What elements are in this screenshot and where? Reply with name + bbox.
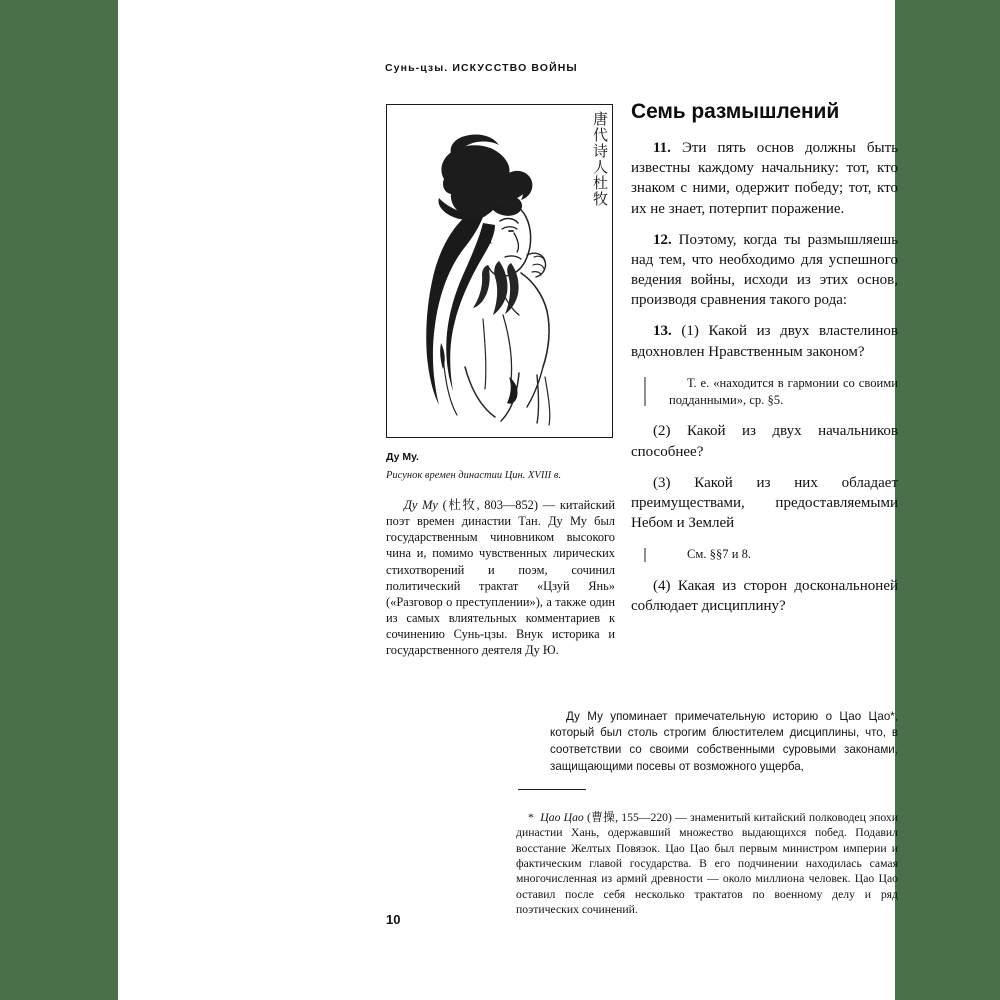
footnote-marker: * — [528, 810, 534, 824]
footnote-separator — [518, 789, 586, 790]
right-column — [631, 100, 898, 628]
left-column — [386, 104, 615, 671]
verse-13-text: (1) Какой из двух властелинов вдохновлен Нравственным законом? — [631, 323, 898, 360]
footnote-text: (曹操, 155—220) — знаменитый китайский полководец эпохи династии Хань, одержавший множество выдающихся побед. Подавил восстание Желтых Повязок. Цао Цао был первым министром империи и фактическим главой государства. В его подчинении находилась самая многочисленная из армий древности — около миллиона человек. Цао Цао оставил после себя несколько трактатов по военному делу и ряд поэтических сочинений. — [516, 810, 898, 917]
verse-item-4: (4) Какая из сторон доскональноней соблюдает дисциплину? — [631, 578, 898, 615]
verse-13 — [631, 321, 898, 361]
footnote — [516, 810, 898, 918]
verse-12 — [631, 230, 898, 311]
book-page — [118, 0, 898, 1000]
wide-commentary-paragraph: Ду Му упоминает примечательную историю о Цао Цао*, который был столь строгим блюстителем дисциплины, что, в соответствии со своими собственными суровыми законами, защищающими посевы от возможного ущерба, — [550, 709, 898, 773]
verse-item-3: (3) Какой из них обладает преимуществами, предоставляемыми Небом и Землей — [631, 474, 898, 532]
page-number: 10 — [386, 912, 401, 927]
verse-11-number: 11. — [653, 140, 671, 156]
verse-13-number: 13. — [653, 323, 672, 340]
footnote-name: Цао Цао — [540, 810, 584, 824]
verse-11 — [631, 138, 898, 219]
illustration-frame — [386, 104, 613, 438]
biography-text: (杜牧, 803—852) — китайский поэт времен династии Тан. Ду Му был государственным чиновником высокого чина и, помимо чувственных лирических стихотворений и поэм, сочинил политический трактат «Цзуй Янь» («Разговор о преступлении»), а также один из самых влиятельных комментариев к сочинению Сунь-цзы. Внук историка и государственного деятеля Ду Ю. — [386, 498, 615, 658]
verse-12-text: Поэтому, когда ты размышляешь над тем, что необходимо для успешного ведения войны, исходи из этих основ, производя сравнения такого рода: — [631, 231, 898, 309]
section-title: Семь размышлений — [631, 100, 840, 123]
verse-12-number: 12. — [653, 231, 672, 248]
biography-name: Ду Му — [404, 498, 438, 512]
verse-item-2: (2) Какой из двух начальников способнее? — [631, 423, 898, 460]
commentary-note-2: См. §§7 и 8. — [631, 546, 898, 563]
calligraphy-inscription: 唐代诗人杜牧 — [591, 111, 609, 207]
biography-paragraph — [386, 497, 615, 658]
illustration-caption-subtitle: Рисунок времен династии Цин. XVIII в. — [386, 470, 562, 481]
illustration-caption-title: Ду Му. — [386, 451, 419, 463]
verse-11-text: Эти пять основ должны быть известны каждому начальнику: тот, кто знаком с ними, одержит победу; тот, кто их не знает, потерпит поражение. — [631, 140, 898, 217]
running-head: Сунь-цзы. ИСКУССТВО ВОЙНЫ — [385, 62, 578, 74]
commentary-note-1: Т. е. «находится в гармонии со своими подданными», ср. §5. — [631, 375, 898, 409]
